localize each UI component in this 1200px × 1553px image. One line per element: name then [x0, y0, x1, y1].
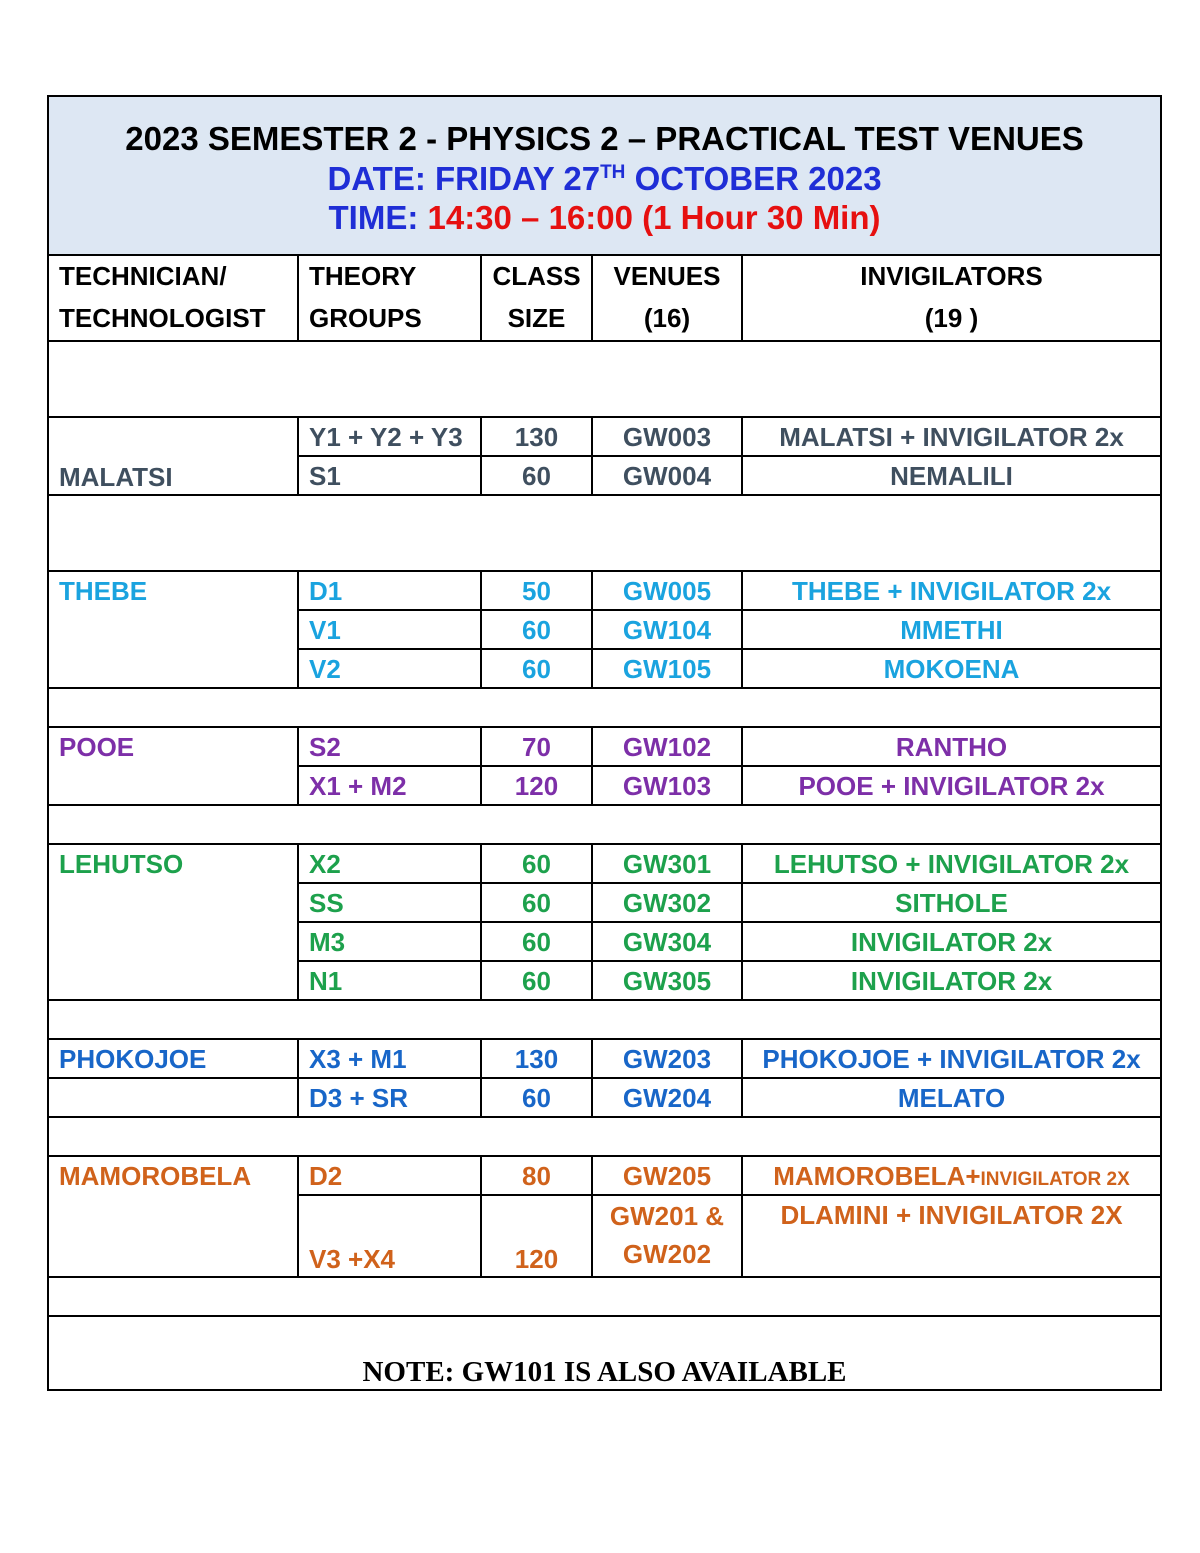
technician-cell: POOE [48, 727, 298, 805]
class-size-cell: 60 [481, 610, 592, 649]
invigilator-main: MAMOROBELA+ [773, 1160, 981, 1191]
class-size-cell: 60 [481, 961, 592, 1000]
spacer-row [48, 495, 1161, 571]
technician-cell: MALATSI [48, 417, 298, 495]
class-size-cell: 60 [481, 844, 592, 883]
header-invigilators [742, 255, 1161, 341]
spacer-row [48, 1000, 1161, 1039]
class-size-cell: 80 [481, 1156, 592, 1195]
venue-cell: GW301 [592, 844, 742, 883]
venue-cell: GW205 [592, 1156, 742, 1195]
theory-group-cell: X3 + M1 [298, 1039, 481, 1078]
header-theory-line1: THEORY [309, 261, 417, 292]
spacer-cell [48, 688, 1161, 727]
availability-note: NOTE: GW101 IS ALSO AVAILABLE [48, 1316, 1161, 1390]
invigilator-cell: DLAMINI + INVIGILATOR 2X [742, 1195, 1161, 1277]
date-superscript: TH [600, 161, 626, 183]
class-size-cell: 60 [481, 1078, 592, 1117]
table-row [48, 1039, 1161, 1078]
theory-group-cell: D2 [298, 1156, 481, 1195]
spacer-cell [48, 495, 1161, 571]
spacer-row [48, 688, 1161, 727]
table-row [48, 1078, 1161, 1117]
exam-date [49, 159, 1160, 199]
theory-group-cell: V1 [298, 610, 481, 649]
header-class-size [481, 255, 592, 341]
invigilator-cell: NEMALILI [742, 456, 1161, 495]
spacer-row [48, 1117, 1161, 1156]
spacer-row [48, 341, 1161, 417]
invigilator-cell: POOE + INVIGILATOR 2x [742, 766, 1161, 805]
invigilator-cell: RANTHO [742, 727, 1161, 766]
theory-group-cell: SS [298, 883, 481, 922]
theory-group-cell: M3 [298, 922, 481, 961]
theory-group-cell: V3 +X4 [298, 1195, 481, 1277]
header-class-line2: SIZE [507, 303, 566, 333]
title-cell [48, 96, 1161, 255]
time-value: 14:30 – 16:00 (1 Hour 30 Min) [427, 199, 881, 237]
theory-group-cell: S1 [298, 456, 481, 495]
header-venues-line1: VENUES [613, 261, 721, 292]
class-size-cell: 60 [481, 456, 592, 495]
theory-group-cell: Y1 + Y2 + Y3 [298, 417, 481, 456]
table-row [48, 417, 1161, 456]
venue-schedule-sheet [47, 95, 1160, 1391]
header-invigilators-line1: INVIGILATORS [860, 261, 1043, 292]
class-size-cell: 130 [481, 1039, 592, 1078]
class-size-cell: 130 [481, 417, 592, 456]
technician-cell: MAMOROBELA [48, 1156, 298, 1277]
header-technician [48, 255, 298, 341]
theory-group-cell: X1 + M2 [298, 766, 481, 805]
header-theory-line2: GROUPS [309, 303, 422, 333]
spacer-cell [48, 341, 1161, 417]
table-row [48, 1156, 1161, 1195]
table-row [48, 571, 1161, 610]
venue-cell [592, 1195, 742, 1277]
time-label: TIME: [328, 199, 428, 237]
invigilator-cell: MMETHI [742, 610, 1161, 649]
exam-time [49, 198, 1160, 238]
invigilator-cell: THEBE + INVIGILATOR 2x [742, 571, 1161, 610]
venue-cell: GW003 [592, 417, 742, 456]
spacer-row [48, 1277, 1161, 1316]
invigilator-cell: SITHOLE [742, 883, 1161, 922]
class-size-cell: 60 [481, 883, 592, 922]
venue-cell: GW103 [592, 766, 742, 805]
invigilator-cell: MALATSI + INVIGILATOR 2x [742, 417, 1161, 456]
venue-cell: GW004 [592, 456, 742, 495]
spacer-cell [48, 805, 1161, 844]
venue-cell: GW204 [592, 1078, 742, 1117]
invigilator-cell: INVIGILATOR 2x [742, 961, 1161, 1000]
title-row [48, 96, 1161, 255]
technician-cell: LEHUTSO [48, 844, 298, 1000]
header-invigilators-line2: (19 ) [924, 303, 979, 333]
theory-group-cell: X2 [298, 844, 481, 883]
date-prefix: DATE: FRIDAY 27 [327, 159, 601, 197]
spacer-cell [48, 1277, 1161, 1316]
technician-cell-empty [48, 1078, 298, 1117]
theory-group-cell: N1 [298, 961, 481, 1000]
invigilator-cell: INVIGILATOR 2x [742, 922, 1161, 961]
venue-line2: GW202 [622, 1239, 712, 1269]
spacer-cell [48, 1117, 1161, 1156]
spacer-cell [48, 1000, 1161, 1039]
class-size-cell: 60 [481, 922, 592, 961]
venue-cell: GW005 [592, 571, 742, 610]
invigilator-cell: LEHUTSO + INVIGILATOR 2x [742, 844, 1161, 883]
venue-cell: GW203 [592, 1039, 742, 1078]
class-size-cell: 120 [481, 1195, 592, 1277]
venue-table [47, 95, 1162, 1391]
page-title: 2023 SEMESTER 2 - PHYSICS 2 – PRACTICAL TEST VENUES [125, 120, 1084, 158]
header-technician-line2: TECHNOLOGIST [59, 303, 266, 333]
venue-line1: GW201 & [609, 1201, 725, 1232]
invigilator-cell: MELATO [742, 1078, 1161, 1117]
date-suffix: OCTOBER 2023 [625, 159, 882, 197]
table-row [48, 844, 1161, 883]
table-row [48, 727, 1161, 766]
venue-cell: GW104 [592, 610, 742, 649]
venue-cell: GW102 [592, 727, 742, 766]
header-class-line1: CLASS [492, 261, 581, 292]
header-venues [592, 255, 742, 341]
theory-group-cell: D3 + SR [298, 1078, 481, 1117]
venue-cell: GW302 [592, 883, 742, 922]
header-row [48, 255, 1161, 341]
invigilator-cell [742, 1156, 1161, 1195]
invigilator-cell: MOKOENA [742, 649, 1161, 688]
technician-cell: PHOKOJOE [48, 1039, 298, 1078]
technician-cell: THEBE [48, 571, 298, 688]
class-size-cell: 50 [481, 571, 592, 610]
class-size-cell: 120 [481, 766, 592, 805]
header-technician-line1: TECHNICIAN/ [59, 261, 227, 292]
venue-cell: GW305 [592, 961, 742, 1000]
class-size-cell: 60 [481, 649, 592, 688]
header-venues-line2: (16) [643, 303, 691, 333]
theory-group-cell: S2 [298, 727, 481, 766]
note-row [48, 1316, 1161, 1390]
class-size-cell: 70 [481, 727, 592, 766]
venue-cell: GW105 [592, 649, 742, 688]
invigilator-cell: PHOKOJOE + INVIGILATOR 2x [742, 1039, 1161, 1078]
theory-group-cell: D1 [298, 571, 481, 610]
spacer-row [48, 805, 1161, 844]
header-theory-groups [298, 255, 481, 341]
invigilator-small: INVIGILATOR 2X [980, 1168, 1130, 1190]
theory-group-cell: V2 [298, 649, 481, 688]
venue-cell: GW304 [592, 922, 742, 961]
